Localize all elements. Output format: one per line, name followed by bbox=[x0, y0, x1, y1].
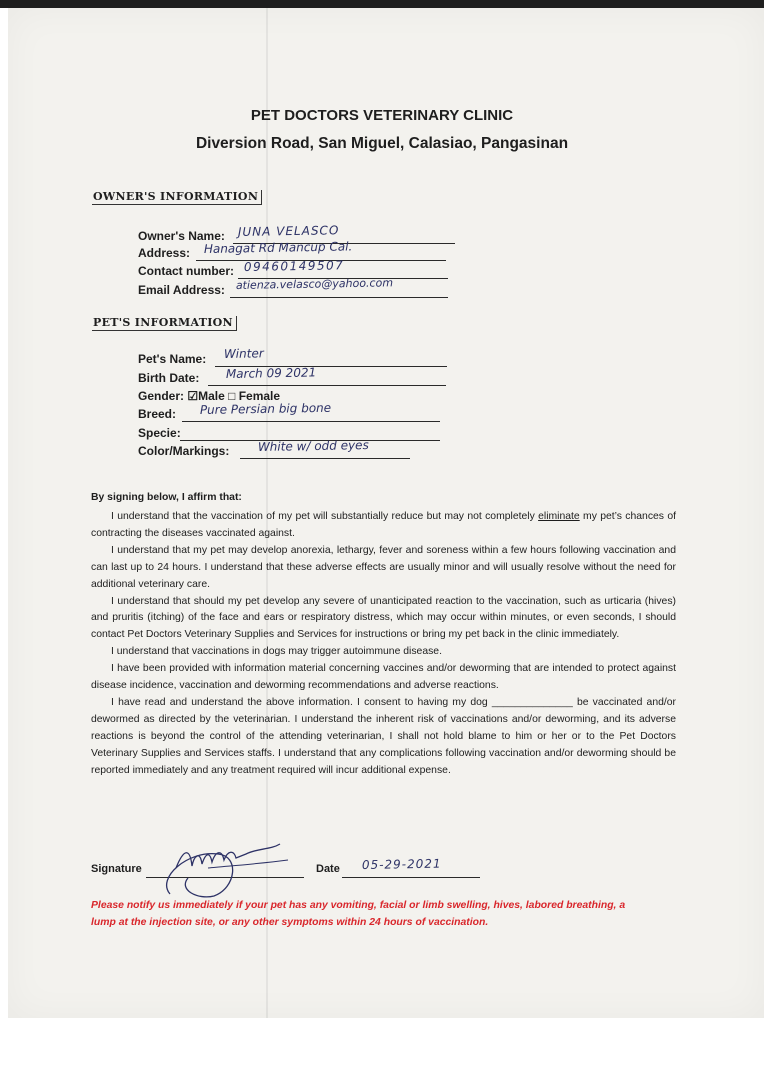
contact-label: Contact number: bbox=[138, 264, 234, 278]
color-markings-value: White w/ odd eyes bbox=[257, 438, 369, 454]
address-value: Hanagat Rd Mancup Cal. bbox=[203, 239, 353, 256]
affirm-body bbox=[91, 509, 676, 780]
breed-value: Pure Persian big bone bbox=[199, 400, 332, 417]
email-value: atienza.velasco@yahoo.com bbox=[235, 276, 394, 292]
birth-date-line bbox=[208, 385, 446, 386]
affirm-paragraph-5: I have been provided with information material concerning vaccines and/or deworming that are intended to protect against disease incidence, vaccination and deworming recommendations and adverse reactions. bbox=[91, 663, 676, 692]
affirm-paragraph-1 bbox=[91, 509, 676, 543]
affirm-p6-text-a: I have read and understand the above information. I consent to having my dog bbox=[111, 696, 492, 708]
birth-date-label: Birth Date: bbox=[138, 371, 200, 385]
date-value: 05-29-2021 bbox=[361, 856, 442, 872]
gender-field: Gender: ☑Male □ Female bbox=[138, 389, 281, 403]
color-markings-label: Color/Markings: bbox=[138, 444, 230, 458]
address-label: Address: bbox=[138, 246, 191, 260]
birth-date-value: March 09 2021 bbox=[225, 365, 317, 381]
affirm-paragraph-2: I understand that my pet may develop anorexia, lethargy, fever and soreness within a few hours following vaccination and can last up to 24 hours. I understand that these adverse effects are usually minor and will usually resolve without the need for additional veterinary care. bbox=[91, 544, 676, 590]
color-markings-line bbox=[240, 458, 410, 459]
affirm-p1-underlined: eliminate bbox=[538, 511, 580, 522]
affirm-paragraph-3: I understand that should my pet develop any severe of unanticipated reaction to the vaccination, such as urticaria (hives) and pruritis (itching) of the face and ears or respiratory distress, which may occur within minutes, or even seconds, I should contact Pet Doctors Veterinary Supplies and Services for instructions or bring my pet back in the clinic immediately. bbox=[91, 595, 676, 641]
dog-name-blank: ______________ bbox=[491, 696, 573, 708]
owner-name-value: JUNA VELASCO bbox=[237, 223, 340, 239]
clinic-address: Diversion Road, San Miguel, Calasiao, Pangasinan bbox=[195, 135, 569, 152]
owner-section-title: OWNER'S INFORMATION bbox=[92, 190, 262, 205]
specie-label: Specie: bbox=[138, 426, 181, 440]
clinic-name: PET DOCTORS VETERINARY CLINIC bbox=[250, 107, 514, 124]
signature-label: Signature bbox=[91, 863, 142, 875]
affirm-paragraph-6 bbox=[91, 695, 676, 780]
affirm-p1-text-b: my pet’s chances of contracting the diseases vaccinated against. bbox=[91, 511, 676, 539]
email-label: Email Address: bbox=[138, 283, 225, 297]
owner-name-label: Owner's Name: bbox=[138, 229, 225, 243]
symptom-notice: Please notify us immediately if your pet has any vomiting, facial or limb swelling, hives, labored breathing, a lump at the injection site, or any other symptoms within 24 hours of vaccination. bbox=[91, 900, 626, 928]
signature-scribble bbox=[148, 838, 298, 900]
pet-name-label: Pet's Name: bbox=[138, 352, 207, 366]
affirm-p1-text-a: I understand that the vaccination of my pet will substantially reduce but may not completely bbox=[111, 511, 539, 522]
pet-name-value: Winter bbox=[223, 346, 264, 361]
affirm-p6-text-b: be vaccinated and/or dewormed as directed by the veterinarian. I understand the inherent risk of vaccinations and/or deworming, and its adverse reactions is beyond the control of the attending veterinarian, I shall not hold blame to him or her or to the Pet Doctors Veterinary Supplies and Services staffs. I understand that any complications following vaccination and/or deworming should be reported immediately and any treatment required will incur additional expense. bbox=[91, 696, 676, 776]
affirm-paragraph-4: I understand that vaccinations in dogs may trigger autoimmune disease. bbox=[111, 646, 442, 658]
date-line bbox=[342, 877, 480, 878]
breed-line bbox=[182, 421, 440, 422]
pet-section-title: PET'S INFORMATION bbox=[92, 316, 237, 331]
email-line bbox=[230, 297, 448, 298]
affirm-heading: By signing below, I affirm that: bbox=[91, 492, 242, 503]
contact-value: 09460149507 bbox=[243, 258, 345, 274]
date-label: Date bbox=[316, 863, 340, 875]
scan-top-edge bbox=[0, 0, 764, 8]
breed-label: Breed: bbox=[138, 407, 177, 421]
